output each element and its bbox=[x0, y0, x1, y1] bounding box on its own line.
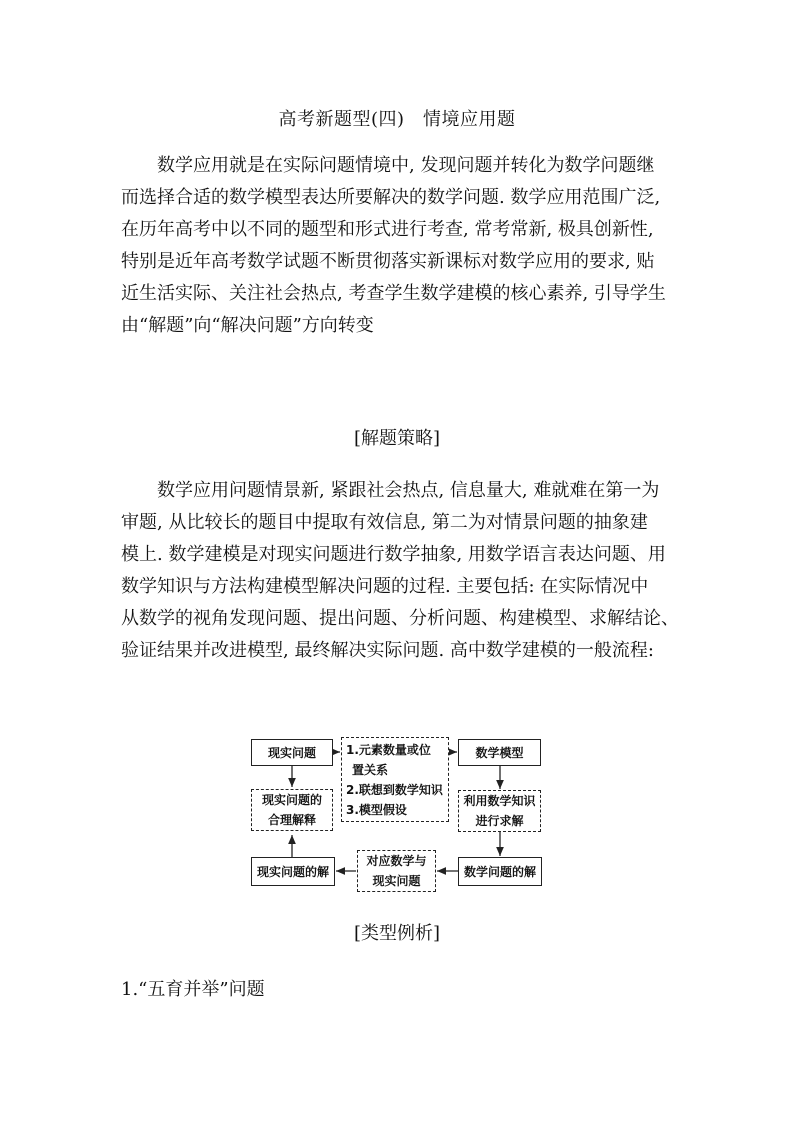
text-line: 由“解题”向“解决问题”方向转变 bbox=[121, 315, 374, 336]
step-line: 2.联想到数学知识 bbox=[346, 782, 443, 797]
text-line: 数学应用问题情景新, 紧跟社会热点, 信息量大, 难就难在第一为 bbox=[157, 480, 660, 501]
text-line: 模上. 数学建模是对现实问题进行数学抽象, 用数学语言表达问题、用 bbox=[121, 544, 666, 565]
modeling-steps-box bbox=[341, 737, 449, 822]
solve-with-math-box bbox=[458, 790, 541, 832]
page-title: 高考新题型(四) 情境应用题 bbox=[278, 109, 516, 130]
box-label: 现实问题 bbox=[267, 745, 316, 760]
example-item-1: 1.“五育并举”问题 bbox=[121, 979, 265, 1000]
real-solution-box bbox=[251, 857, 335, 886]
text-line: 在历年高考中以不同的题型和形式进行考查, 常考常新, 极具创新性, bbox=[121, 219, 654, 240]
box-label: 利用数学知识 bbox=[463, 794, 536, 808]
text-line: 审题, 从比较长的题目中提取有效信息, 第二为对情景问题的抽象建 bbox=[121, 512, 648, 533]
text-line: 特别是近年高考数学试题不断贯彻落实新课标对数学应用的要求, 贴 bbox=[121, 251, 655, 272]
step-line: 置关系 bbox=[352, 762, 389, 777]
text-line: 数学知识与方法构建模型解决问题的过程. 主要包括: 在实际情况中 bbox=[121, 576, 649, 597]
steps-list bbox=[346, 740, 443, 820]
box-label: 现实问题 bbox=[372, 874, 421, 888]
text-line: 从数学的视角发现问题、提出问题、分析问题、构建模型、求解结论、 bbox=[121, 608, 679, 629]
step-line: 3.模型假设 bbox=[346, 802, 407, 817]
text-line: 而选择合适的数学模型表达所要解决的数学问题. 数学应用范围广泛, bbox=[121, 187, 661, 208]
math-solution-box bbox=[458, 857, 542, 886]
box-label: 合理解释 bbox=[267, 813, 316, 827]
strategy-heading: [解题策略] bbox=[353, 428, 441, 449]
box-label: 对应数学与 bbox=[366, 854, 427, 868]
box-label: 数学模型 bbox=[475, 745, 524, 760]
box-label: 现实问题的解 bbox=[256, 864, 329, 879]
examples-heading: [类型例析] bbox=[353, 923, 441, 944]
reasonable-explanation-box bbox=[251, 789, 333, 831]
math-model-box bbox=[458, 739, 541, 766]
correspondence-box bbox=[357, 850, 436, 892]
box-label: 现实问题的 bbox=[261, 793, 322, 807]
text-line: 数学应用就是在实际问题情境中, 发现问题并转化为数学问题继 bbox=[157, 155, 655, 176]
real-problem-box bbox=[251, 739, 333, 766]
box-label: 进行求解 bbox=[475, 814, 524, 828]
box-label: 数学问题的解 bbox=[463, 864, 536, 879]
text-line: 近生活实际、关注社会热点, 考查学生数学建模的核心素养, 引导学生 bbox=[121, 283, 666, 304]
step-line: 1.元素数量或位 bbox=[346, 742, 431, 757]
text-line: 验证结果并改进模型, 最终解决实际问题. 高中数学建模的一般流程: bbox=[121, 640, 654, 661]
